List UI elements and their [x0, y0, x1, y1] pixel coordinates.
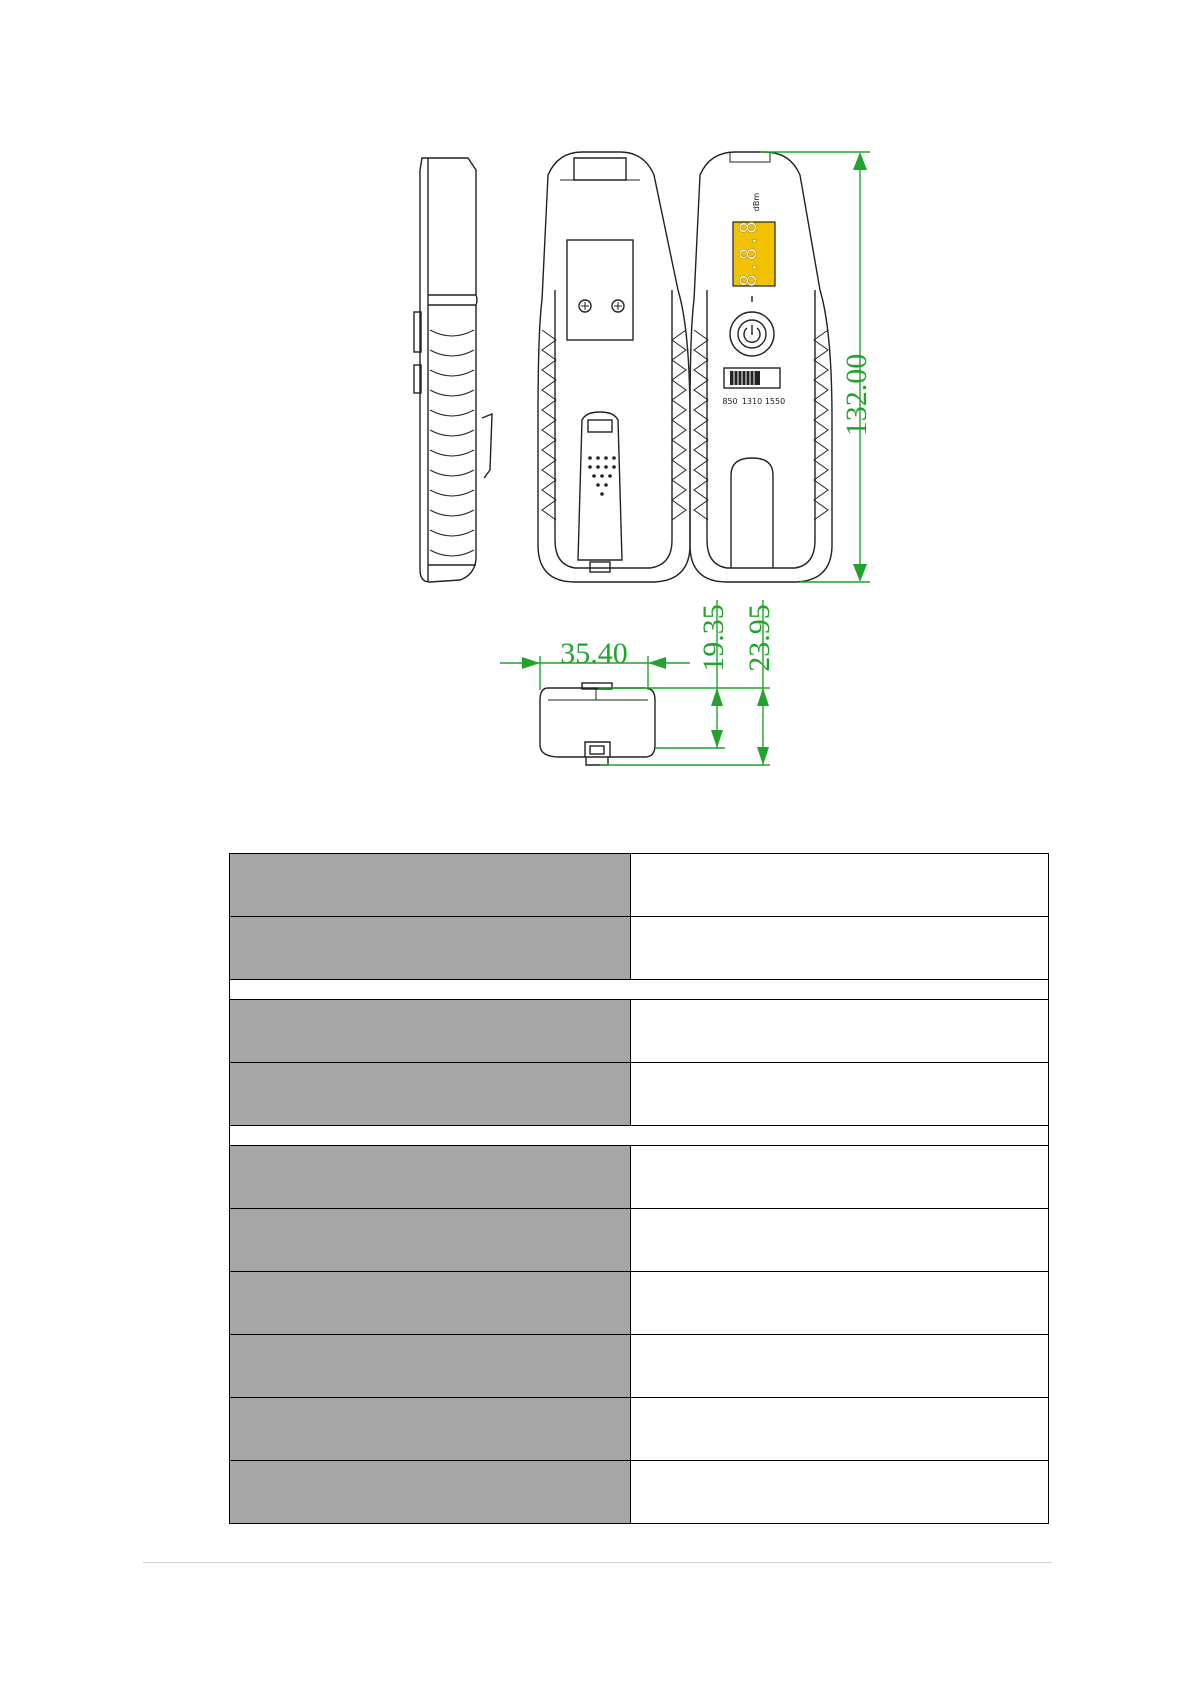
table-section-row: [230, 980, 1049, 1000]
back-view: [538, 152, 690, 582]
footer-rule: [143, 1562, 1052, 1563]
width-dimension: [500, 637, 690, 690]
depth-body-label: 19.35: [697, 604, 730, 672]
label-cell: [230, 1461, 631, 1524]
label-cell: [230, 1209, 631, 1272]
value-cell: [631, 1272, 1049, 1335]
specifications-table: [229, 853, 1049, 1524]
front-view: [690, 152, 832, 582]
table-row: [230, 917, 1049, 980]
table-row: [230, 1335, 1049, 1398]
device-technical-drawing: [0, 0, 1192, 790]
table-row: [230, 1000, 1049, 1063]
label-cell: [230, 1063, 631, 1126]
value-cell: [631, 1398, 1049, 1461]
label-cell: [230, 917, 631, 980]
label-cell: [230, 1272, 631, 1335]
wavelength-1310: 1310: [741, 397, 763, 406]
depth-total-label: 23.95: [743, 604, 776, 672]
label-cell: [230, 1000, 631, 1063]
display-digits: 8.8.8: [737, 220, 762, 288]
table-row: [230, 854, 1049, 917]
section-cell: [230, 980, 1049, 1000]
table-row: [230, 1272, 1049, 1335]
value-cell: [631, 1335, 1049, 1398]
unit-label: dBm: [752, 192, 761, 212]
value-cell: [631, 1000, 1049, 1063]
value-cell: [631, 1461, 1049, 1524]
wavelength-1550: 1550: [764, 397, 786, 406]
wavelength-850: 850: [722, 397, 738, 406]
value-cell: [631, 854, 1049, 917]
value-cell: [631, 1146, 1049, 1209]
value-cell: [631, 1063, 1049, 1126]
label-cell: [230, 854, 631, 917]
label-cell: [230, 1335, 631, 1398]
width-dimension-label: 35.40: [560, 637, 628, 670]
table-row: [230, 1146, 1049, 1209]
height-dimension: [760, 152, 873, 582]
bottom-view: [540, 683, 655, 765]
table-row: [230, 1461, 1049, 1524]
label-cell: [230, 1146, 631, 1209]
label-cell: [230, 1398, 631, 1461]
value-cell: [631, 1209, 1049, 1272]
section-cell: [230, 1126, 1049, 1146]
side-view: [414, 158, 492, 582]
height-dimension-label: 132.00: [840, 353, 873, 437]
table-row: [230, 1398, 1049, 1461]
table-row: [230, 1209, 1049, 1272]
table-row: [230, 1063, 1049, 1126]
value-cell: [631, 917, 1049, 980]
table-section-row: [230, 1126, 1049, 1146]
